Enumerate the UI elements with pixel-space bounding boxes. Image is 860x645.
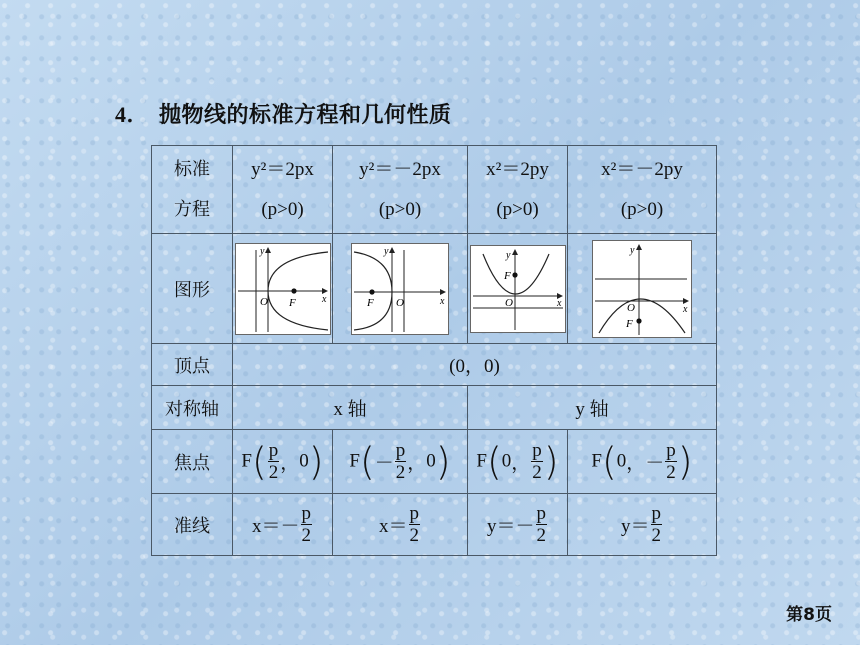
focus-label: F (503, 269, 511, 282)
focus-prefix: F (349, 450, 360, 472)
axis-row (152, 386, 717, 430)
y-axis-label: y (630, 244, 635, 256)
focus-prefix: F (476, 450, 487, 472)
left-paren: ( (251, 439, 267, 484)
right-paren: ) (677, 439, 693, 484)
equation-row (152, 146, 717, 234)
frac-den: 2 (409, 525, 419, 546)
fraction (536, 504, 548, 545)
y-axis-label: y (505, 249, 510, 261)
equation: y²＝2px (251, 158, 314, 180)
axis-y-value: y 轴 (468, 386, 717, 430)
focus-label: F (367, 296, 374, 309)
frac-num: p (666, 440, 676, 461)
frac-den: 2 (536, 525, 546, 546)
section-title: 抛物线的标准方程和几何性质 (159, 103, 452, 128)
frac-den: 2 (532, 462, 542, 483)
frac-num: p (532, 440, 542, 461)
focus-first: 0 (616, 450, 627, 472)
figure-cell-2 (333, 234, 468, 344)
origin-label: O (396, 296, 404, 309)
condition: (p>0) (261, 198, 304, 220)
directrix-row (152, 494, 717, 556)
fraction (268, 441, 280, 482)
vertex-label: 顶点 (152, 344, 233, 386)
fraction (651, 504, 663, 545)
directrix-cell-1 (233, 494, 333, 556)
x-axis-label: x (556, 297, 561, 309)
separator: ， (407, 453, 427, 474)
equation-cell-4 (568, 146, 717, 234)
fraction (409, 504, 421, 545)
figure-label: 图形 (152, 234, 233, 344)
focus-second: 0 (426, 450, 436, 472)
origin-label: O (259, 295, 268, 308)
parabola-right-graph (235, 243, 331, 335)
frac-den: 2 (651, 525, 661, 546)
frac-num: p (301, 503, 311, 524)
parabola-up-graph (470, 245, 566, 333)
x-axis-label: x (440, 295, 445, 307)
fraction (395, 441, 407, 482)
separator: ， (626, 453, 646, 474)
equation: x²＝－2py (601, 158, 683, 180)
minus-sign: － (645, 453, 665, 474)
right-paren: ) (543, 439, 559, 484)
frac-num: p (395, 440, 406, 461)
equation-label-line-1: 标准 (174, 158, 210, 180)
directrix-cell-3 (468, 494, 568, 556)
focus-cell-2 (333, 430, 468, 494)
frac-den: 2 (268, 462, 279, 483)
directrix-lhs: y＝－ (486, 516, 535, 537)
condition: (p>0) (496, 198, 539, 220)
focus-first: 0 (501, 450, 512, 472)
equation: x²＝2py (486, 158, 549, 180)
figure-cell-1 (233, 234, 333, 344)
parabola-down-graph (592, 240, 692, 338)
equation: y²＝－2px (359, 158, 441, 180)
directrix-cell-4 (568, 494, 717, 556)
equation-cell-3 (468, 146, 568, 234)
origin-label: O (504, 296, 513, 309)
separator: ， (280, 453, 300, 474)
equation-label-cell (152, 146, 233, 234)
focus-label: 焦点 (152, 430, 233, 494)
left-paren: ( (486, 439, 502, 484)
section-heading (115, 98, 452, 129)
vertex-row (152, 344, 717, 386)
focus-label: F (288, 296, 296, 309)
right-paren: ) (308, 439, 324, 484)
focus-row (152, 430, 717, 494)
axis-label: 对称轴 (152, 386, 233, 430)
equation-cell-1 (233, 146, 333, 234)
frac-den: 2 (301, 525, 311, 546)
figure-cell-3 (468, 234, 568, 344)
y-axis-label: y (259, 245, 264, 257)
page-number: 第8页 (786, 605, 832, 625)
y-axis-label: y (384, 245, 389, 257)
condition: (p>0) (620, 198, 664, 220)
focus-cell-3 (468, 430, 568, 494)
section-number: 4． (115, 102, 150, 127)
parabola-properties-table (151, 145, 717, 556)
focus-second: 0 (299, 450, 309, 472)
parabola-left-graph (351, 243, 449, 335)
axis-x-value: x 轴 (233, 386, 468, 430)
directrix-label: 准线 (152, 494, 233, 556)
equation-cell-2 (333, 146, 468, 234)
focus-prefix: F (241, 450, 252, 472)
focus-label: F (626, 317, 633, 330)
vertex-value: (0，0) (233, 344, 717, 386)
focus-cell-4 (568, 430, 717, 494)
frac-num: p (536, 503, 546, 524)
separator: ， (511, 453, 531, 474)
fraction (531, 441, 543, 482)
fraction (301, 504, 313, 545)
frac-num: p (268, 440, 279, 461)
frac-den: 2 (666, 462, 676, 483)
frac-num: p (651, 503, 661, 524)
directrix-lhs: y＝ (620, 516, 650, 537)
x-axis-label: x (321, 293, 326, 305)
directrix-lhs: x＝ (378, 516, 408, 537)
condition: (p>0) (378, 198, 422, 220)
origin-label: O (627, 301, 635, 314)
left-paren: ( (601, 439, 617, 484)
right-paren: ) (435, 439, 451, 484)
equation-label-line-2: 方程 (174, 198, 210, 220)
focus-cell-1 (233, 430, 333, 494)
fraction (665, 441, 677, 482)
left-paren: ( (359, 439, 375, 484)
directrix-lhs: x＝－ (251, 516, 300, 537)
figure-cell-4 (568, 234, 717, 344)
frac-num: p (409, 503, 419, 524)
frac-den: 2 (395, 462, 406, 483)
figure-row (152, 234, 717, 344)
focus-prefix: F (591, 450, 602, 472)
x-axis-label: x (683, 303, 688, 315)
minus-sign: － (374, 453, 394, 474)
directrix-cell-2 (333, 494, 468, 556)
